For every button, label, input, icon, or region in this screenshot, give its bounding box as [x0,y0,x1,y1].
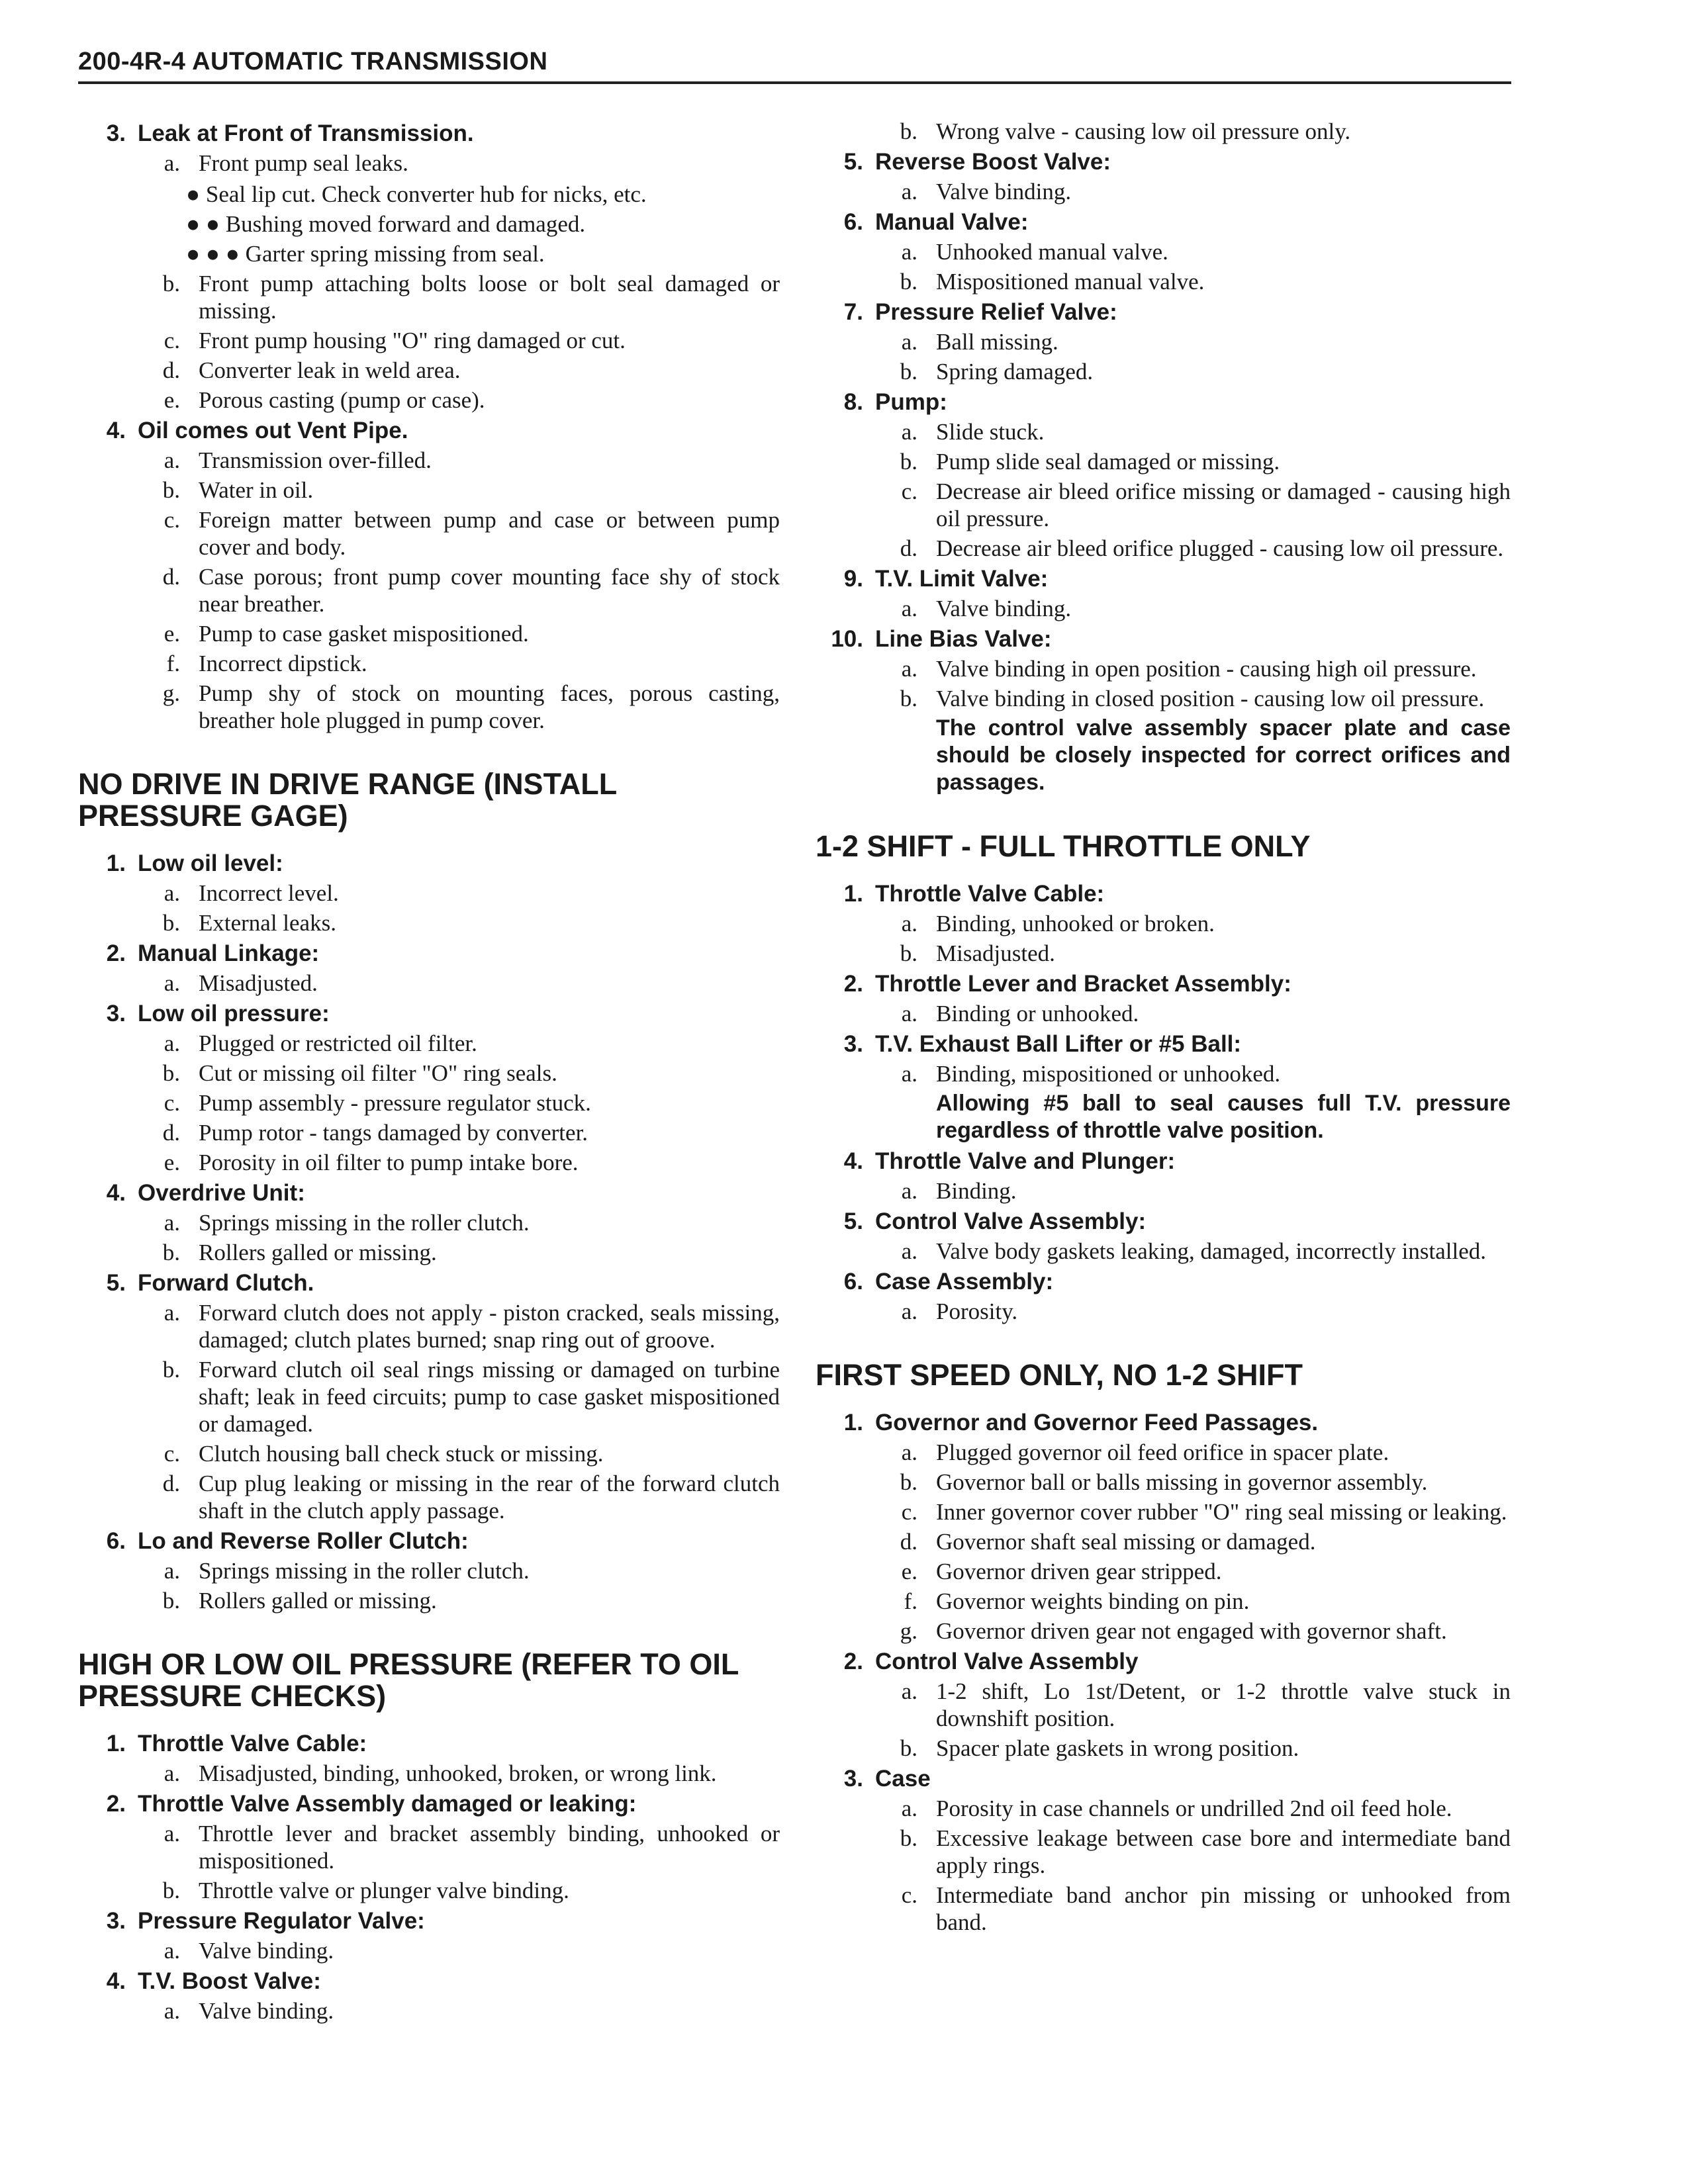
sub-item [78,1149,780,1176]
sub-item-text: Plugged governor oil feed orifice in spacer plate. [936,1439,1389,1465]
sub-item [816,910,1511,937]
item-number: 3. [106,120,126,146]
sub-item-text: Governor ball or balls missing in governor assembly. [936,1469,1428,1495]
sub-item-text: Springs missing in the roller clutch. [199,1210,530,1236]
sub-item [816,1177,1511,1205]
sub-item: e. Porous casting (pump or case). [78,387,780,414]
sub-item [78,880,780,907]
section-title: 1-2 SHIFT - FULL THROTTLE ONLY [816,829,1311,863]
sub-item-letter: a. [901,419,917,445]
item-number: 5. [843,1208,863,1234]
item-number: 4. [106,418,126,443]
section-title: HIGH OR LOW OIL PRESSURE (REFER TO OIL PRESSURE CHECKS) [78,1647,739,1713]
sub-item [78,970,780,997]
sub-item-letter: b. [900,1469,917,1495]
item-label: Manual Linkage: [138,940,320,966]
item-number: 4. [106,1180,126,1206]
sub-item-letter: a. [901,656,917,682]
item-label: Overdrive Unit: [138,1180,305,1206]
item-number: 10. [831,626,863,652]
sub-item-text: Throttle valve or plunger valve binding. [199,1878,569,1903]
item-number: 8. [843,389,863,415]
sub-item-letter: e. [901,1559,917,1584]
item-number: 3. [843,1766,863,1792]
sub-item-text: Porosity. [936,1298,1018,1324]
item-number: 2. [843,971,863,997]
item-number: 6. [843,1269,863,1295]
sub-item-text: Pump assembly - pressure regulator stuck. [199,1090,591,1116]
sub-item-text: Governor driven gear stripped. [936,1559,1222,1584]
sub-item [816,1617,1511,1645]
item-heading [816,1207,1511,1236]
sub-item-text: Valve body gaskets leaking, damaged, incorrectly installed. [936,1238,1486,1264]
sub-item-letter: a. [164,1558,180,1584]
item-label: Control Valve Assembly: [875,1208,1147,1234]
sub-item-letter: c. [164,507,180,533]
sub-item [78,447,780,474]
sub-item [816,478,1511,532]
item-heading [816,1147,1511,1176]
sub-item-letter: b. [162,477,180,503]
sub-item [78,909,780,936]
sub-item-letter: c. [901,1882,917,1908]
sub-item-letter: a. [901,1439,917,1465]
item-heading [78,1907,780,1936]
sub-item-text: 1-2 shift, Lo 1st/Detent, or 1-2 throttle valve stuck in downshift position. [936,1678,1511,1731]
sub-item-text: Binding. [936,1178,1017,1204]
sub-item [816,418,1511,445]
sub-item-letter: g. [900,1618,917,1644]
item-number: 6. [843,209,863,235]
section-title: NO DRIVE IN DRIVE RANGE (INSTALL PRESSURE GAGE) [78,767,617,833]
item-label: Case [875,1766,931,1792]
sub-item: a. Front pump seal leaks. [78,150,780,177]
sub-item [78,1119,780,1146]
sub-item-letter: a. [164,1938,180,1964]
item-heading [816,880,1511,909]
sub-item [78,1587,780,1614]
sub-item-letter: c. [901,478,917,504]
item-label: Pressure Relief Valve: [875,299,1117,325]
section-title: FIRST SPEED ONLY, NO 1-2 SHIFT [816,1358,1303,1392]
sub-item [816,1298,1511,1325]
sub-item-text: Pump slide seal damaged or missing. [936,449,1280,475]
sub-item-text: Rollers galled or missing. [199,1588,437,1614]
sub-item-letter: a. [164,970,180,996]
item-heading [78,1790,780,1819]
sub-item-letter: b. [900,940,917,966]
sub-item-text: Front pump attaching bolts loose or bolt seal damaged or missing. [199,271,780,324]
sub-item-text: Foreign matter between pump and case or between pump cover and body. [199,507,780,560]
sub-item [78,1820,780,1874]
sub-item-text: Incorrect dipstick. [199,651,367,676]
item-label: Low oil level: [138,850,283,876]
section-body [816,1408,1511,1936]
sub-item-text: Decrease air bleed orifice missing or damaged - causing high oil pressure. [936,478,1511,531]
item-number: 5. [843,149,863,175]
item-number: 4. [106,1968,126,1994]
item-label: Leak at Front of Transmission. [138,120,474,146]
item-heading [78,1967,780,1996]
sub-item [816,238,1511,265]
item-label: Low oil pressure: [138,1001,330,1026]
sub-item-letter: a. [164,1210,180,1236]
section-body [816,148,1511,712]
sub-item-text: Misadjusted. [936,940,1055,966]
sub-item [816,328,1511,355]
sub-item [78,1470,780,1524]
sub-item [78,650,780,677]
sub-item-text: Misadjusted. [199,970,318,996]
item-heading [816,148,1511,177]
item-heading [78,416,780,445]
sub-item-text: Valve binding. [199,1938,334,1964]
page-title: 200-4R-4 AUTOMATIC TRANSMISSION [78,48,548,75]
sub-item-text: Valve binding. [936,596,1072,621]
sub-item-text: Front pump seal leaks. [199,150,408,176]
sub-item-text: Decrease air bleed orifice plugged - causing low oil pressure. [936,535,1504,561]
sub-item-text: Throttle lever and bracket assembly binding, unhooked or mispositioned. [199,1821,780,1874]
bullet-item: ● Seal lip cut. Check converter hub for nicks, etc. [186,181,647,207]
item-number: 1. [843,881,863,907]
bullet-item: ● ● Bushing moved forward and damaged. [186,211,586,237]
sub-item: b. Front pump attaching bolts loose or bolt seal damaged or missing. [162,271,780,324]
sub-item-text: Binding, mispositioned or unhooked. [936,1061,1281,1087]
sub-item-text: Pump to case gasket mispositioned. [199,621,529,647]
item-heading [816,208,1511,237]
sub-item-letter: f. [166,651,180,676]
sub-item-text: Misadjusted, binding, unhooked, broken, or wrong link. [199,1760,717,1786]
sub-item-text: Pump shy of stock on mounting faces, porous casting, breather hole plugged in pump cover. [199,680,780,733]
sub-item [78,1209,780,1236]
item-label: Reverse Boost Valve: [875,149,1111,175]
item-number: 1. [843,1410,863,1435]
sub-item-text: Porosity in case channels or undrilled 2nd oil feed hole. [936,1796,1452,1821]
sub-item [78,620,780,647]
sub-item-letter: a. [164,1998,180,2024]
sub-item-text: Forward clutch does not apply - piston cracked, seals missing, damaged; clutch plates burned; snap ring out of groove. [199,1300,780,1353]
sub-item-letter: d. [162,1471,180,1496]
sub-item [816,1795,1511,1822]
item-heading [816,565,1511,594]
item-label: Throttle Valve Cable: [138,1731,367,1756]
sub-item-letter: a. [164,1030,180,1056]
item-label: Case Assembly: [875,1269,1054,1295]
item-number: 2. [843,1649,863,1674]
sub-item [78,680,780,734]
sub-item-letter: c. [164,1090,180,1116]
sub-item-letter: b. [900,359,917,385]
item-heading [816,1764,1511,1794]
sub-item [816,268,1511,295]
sub-item [816,1000,1511,1027]
sub-item [78,1089,780,1116]
page-header [78,48,1511,84]
sub-item-text: Forward clutch oil seal rings missing or damaged on turbine shaft; leak in feed circuits; pump to case gasket mispositioned or damaged. [199,1357,780,1437]
sub-item-letter: b. [900,686,917,711]
sub-item [816,1588,1511,1615]
sub-item-text: Governor shaft seal missing or damaged. [936,1529,1316,1555]
sub-item-letter: a. [164,1821,180,1846]
item-heading [816,970,1511,999]
sub-item [78,1030,780,1057]
sub-item-text: Valve binding. [199,1998,334,2024]
sub-item-text: Converter leak in weld area. [199,357,461,383]
sub-item [816,1238,1511,1265]
sub-item-text: Excessive leakage between case bore and intermediate band apply rings. [936,1825,1511,1878]
sub-item [78,1440,780,1467]
item-heading [78,1179,780,1208]
item-label: Throttle Lever and Bracket Assembly: [875,971,1291,997]
sub-item-text: Mispositioned manual valve. [936,269,1205,295]
item-heading [78,1269,780,1298]
sub-item [78,1299,780,1353]
item-number: 5. [106,1270,126,1296]
item-number: 3. [106,1001,126,1026]
item-number: 6. [106,1528,126,1554]
sub-item-letter: a. [901,1001,917,1026]
sub-item-letter: a. [164,447,180,473]
sub-item [816,1439,1511,1466]
sub-item-text: Transmission over-filled. [199,447,432,473]
sub-item: b. Wrong valve - causing low oil pressure only. [816,118,1511,145]
item-label: T.V. Boost Valve: [138,1968,321,1994]
sub-item [816,940,1511,967]
item-number: 3. [106,1908,126,1934]
sub-item-letter: b. [162,1060,180,1086]
sub-item-letter: a. [901,1238,917,1264]
sub-item: c. Front pump housing "O" ring damaged or cut. [78,327,780,354]
sub-item-letter: a. [901,1796,917,1821]
item-heading [816,1408,1511,1437]
sub-item-text: Pump rotor - tangs damaged by converter. [199,1120,588,1146]
sub-item-text: Valve binding in open position - causing high oil pressure. [936,656,1477,682]
sub-item-text: Governor driven gear not engaged with governor shaft. [936,1618,1447,1644]
sub-item [78,506,780,561]
sub-item-letter: c. [901,1499,917,1525]
sub-item [816,1678,1511,1732]
sub-item-text: Spring damaged. [936,359,1094,385]
sub-item-text: Spacer plate gaskets in wrong position. [936,1735,1299,1761]
sub-item [78,1239,780,1266]
sub-item [816,448,1511,475]
sub-item [816,685,1511,712]
section-body [78,1729,780,2025]
sub-item-text: Porosity in oil filter to pump intake bore. [199,1150,579,1175]
sub-item-text: Intermediate band anchor pin missing or unhooked from band. [936,1882,1511,1935]
sub-item-text: Cut or missing oil filter "O" ring seals. [199,1060,557,1086]
sub-item-letter: b. [900,1735,917,1761]
item-label: Line Bias Valve: [875,626,1052,652]
sub-item-text: Binding, unhooked or broken. [936,911,1215,936]
sub-item-text: Cup plug leaking or missing in the rear of the forward clutch shaft in the clutch apply passage. [199,1471,780,1524]
item-heading [816,1267,1511,1297]
sub-item [78,1997,780,2025]
sub-item-letter: b. [900,1825,917,1851]
section-body [78,849,780,1614]
sub-item [816,1060,1511,1087]
item-label: Control Valve Assembly [875,1649,1139,1674]
item-number: 2. [106,1791,126,1817]
sub-item [816,655,1511,682]
item-label: Throttle Valve Assembly damaged or leaking: [138,1791,637,1817]
sub-item-text: Front pump housing "O" ring damaged or cut. [199,328,626,353]
sub-item-text: Valve binding. [936,179,1072,205]
item-label: Lo and Reverse Roller Clutch: [138,1528,469,1554]
sub-item-letter: d. [162,564,180,590]
sub-item-text: Plugged or restricted oil filter. [199,1030,477,1056]
sub-item [816,178,1511,205]
item-label: Forward Clutch. [138,1270,314,1296]
sub-item-letter: b. [162,1878,180,1903]
item-heading [816,1030,1511,1059]
section-body [816,880,1511,1325]
sub-item [816,1735,1511,1762]
item-number: 9. [843,566,863,592]
sub-item-letter: c. [164,1441,180,1467]
sub-item-letter: a. [901,911,917,936]
sub-item-text: Water in oil. [199,477,314,503]
item-number: 3. [843,1031,863,1057]
sub-item [816,1882,1511,1936]
sub-item [816,1469,1511,1496]
sub-item-letter: a. [164,880,180,906]
right-column [816,116,1511,1938]
sub-item [816,535,1511,562]
item-heading [816,1647,1511,1676]
sub-item-text: Unhooked manual valve. [936,239,1168,265]
sub-item-letter: d. [900,535,917,561]
item-heading [78,849,780,878]
sub-item-letter: e. [164,1150,180,1175]
sub-item [78,477,780,504]
sub-item-text: Rollers galled or missing. [199,1240,437,1265]
item-heading [816,388,1511,417]
item-label: Governor and Governor Feed Passages. [875,1410,1319,1435]
sub-item-letter: a. [164,1300,180,1326]
left-column [78,116,780,2027]
item-heading [816,625,1511,654]
sub-item-letter: a. [901,1298,917,1324]
sub-item [78,1937,780,1964]
item-label: Pump: [875,389,947,415]
sub-item-letter: b. [162,910,180,936]
sub-item-text: Binding or unhooked. [936,1001,1139,1026]
bullet-item: ● ● ● Garter spring missing from seal. [186,241,545,267]
sub-item-letter: b. [900,449,917,475]
item-heading [816,298,1511,327]
item-heading [78,999,780,1028]
sub-item-letter: b. [162,1357,180,1383]
sub-item-letter: a. [901,1061,917,1087]
item-label: T.V. Exhaust Ball Lifter or #5 Ball: [875,1031,1242,1057]
sub-item [816,595,1511,622]
sub-item-letter: b. [162,1240,180,1265]
note-text: Allowing #5 ball to seal causes full T.V. pressure regardless of throttle valve position. [936,1091,1511,1143]
sub-item-letter: f. [904,1588,917,1614]
sub-item-letter: a. [901,329,917,355]
sub-item-text: Case porous; front pump cover mounting face shy of stock near breather. [199,564,780,617]
sub-item [78,563,780,617]
sub-item [816,1498,1511,1525]
item-number: 1. [106,1731,126,1756]
sub-item-letter: g. [162,680,180,706]
sub-item-text: Governor weights binding on pin. [936,1588,1250,1614]
sub-item-letter: a. [901,179,917,205]
sub-item-text: Porous casting (pump or case). [199,387,485,413]
sub-item-letter: b. [900,269,917,295]
sub-item [816,1528,1511,1555]
sub-item [78,1877,780,1904]
item-number: 4. [843,1148,863,1174]
sub-item [816,358,1511,385]
sub-item [78,1356,780,1437]
sub-item-text: Slide stuck. [936,419,1045,445]
item-heading [78,1527,780,1556]
item-heading [78,119,780,148]
sub-item-letter: e. [164,621,180,647]
note-text: The control valve assembly spacer plate and case should be closely inspected for correct orifices and passages. [936,715,1511,795]
sub-item-text: Valve binding in closed position - causing low oil pressure. [936,686,1485,711]
sub-item [78,1060,780,1087]
sub-item-letter: a. [901,239,917,265]
sub-item-text: Ball missing. [936,329,1058,355]
sub-item: d. Converter leak in weld area. [78,357,780,384]
item-label: T.V. Limit Valve: [875,566,1049,592]
item-label: Throttle Valve Cable: [875,881,1105,907]
item-label: Oil comes out Vent Pipe. [138,418,408,443]
sub-item [78,1557,780,1584]
item-label: Throttle Valve and Plunger: [875,1148,1176,1174]
item-number: 2. [106,940,126,966]
sub-item-letter: a. [164,1760,180,1786]
sub-item-text: Wrong valve - causing low oil pressure only. [936,118,1351,144]
item-label: Manual Valve: [875,209,1029,235]
sub-item [816,1825,1511,1879]
sub-item-letter: b. [162,1588,180,1614]
item-number: 7. [843,299,863,325]
item-heading [78,1729,780,1758]
sub-item-letter: a. [901,596,917,621]
sub-item [78,1760,780,1787]
sub-item-letter: d. [900,1529,917,1555]
item-heading [78,939,780,968]
sub-item-text: Springs missing in the roller clutch. [199,1558,530,1584]
item-label: Pressure Regulator Valve: [138,1908,425,1934]
sub-item-letter: d. [162,1120,180,1146]
sub-item-list [78,447,780,734]
sub-item-text: Inner governor cover rubber "O" ring seal missing or leaking. [936,1499,1507,1525]
sub-item-letter: a. [901,1178,917,1204]
sub-item-letter: a. [901,1678,917,1704]
sub-item [816,1558,1511,1585]
sub-item-text: Incorrect level. [199,880,339,906]
item-number: 1. [106,850,126,876]
sub-item-text: Clutch housing ball check stuck or missing. [199,1441,604,1467]
sub-item-text: External leaks. [199,910,336,936]
